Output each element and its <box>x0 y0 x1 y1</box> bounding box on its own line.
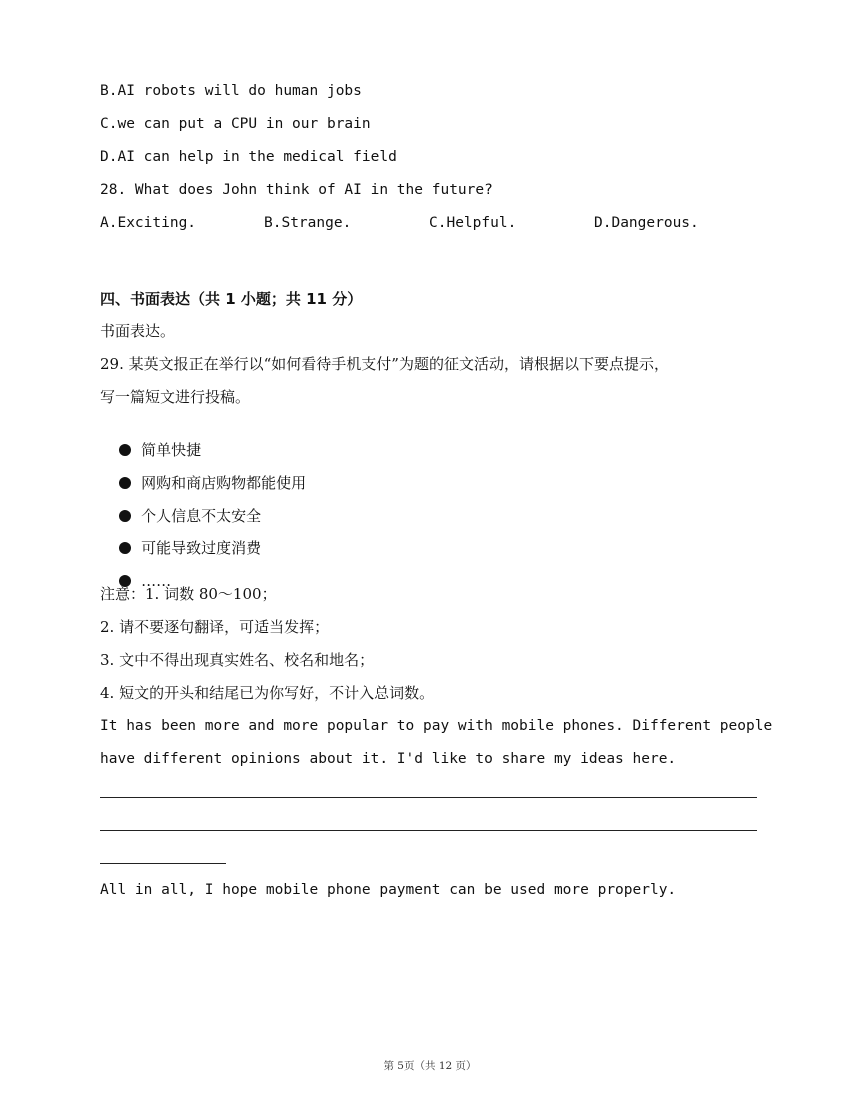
page-footer: 第 5页（共 12 页） <box>383 1060 477 1072</box>
answer-line <box>100 797 757 798</box>
point-item: 网购和商店购物都能使用 <box>100 453 306 513</box>
answer-line <box>100 863 226 864</box>
point-item: 简单快捷 <box>100 420 201 480</box>
q28-option-c: C.Helpful. <box>429 215 517 231</box>
answer-line <box>100 830 757 831</box>
q28-option-d: D.Dangerous. <box>594 215 699 231</box>
note-3: 3. 文中不得出现真实姓名、校名和地名； <box>100 651 375 669</box>
q28-option-b: B.Strange. <box>264 215 352 231</box>
point-item: …… <box>100 551 171 611</box>
note-4: 4. 短文的开头和结尾已为你写好，不计入总词数。 <box>100 684 435 702</box>
point-item: 可能导致过度消费 <box>100 518 261 578</box>
q27-option-d: D.AI can help in the medical field <box>100 149 397 165</box>
q27-option-b: B.AI robots will do human jobs <box>100 83 362 99</box>
section-intro: 书面表达。 <box>100 322 176 340</box>
opening-line-1: It has been more and more popular to pay with mobile phones. Different people <box>100 718 773 734</box>
q29-prompt-line-2: 写一篇短文进行投稿。 <box>100 388 251 406</box>
opening-line-2: have different opinions about it. I'd like to share my ideas here. <box>100 751 677 767</box>
q28-option-a: A.Exciting. <box>100 215 197 231</box>
section-heading: 四、书面表达（共 1 小题；共 11 分） <box>100 290 363 308</box>
q29-prompt-line-1: 29. 某英文报正在举行以“如何看待手机支付”为题的征文活动，请根据以下要点提示， <box>100 355 669 373</box>
point-item: 个人信息不太安全 <box>100 486 261 546</box>
q27-option-c: C.we can put a CPU in our brain <box>100 116 371 132</box>
q28-question: 28. What does John think of AI in the future? <box>100 182 493 198</box>
note-2: 2. 请不要逐句翻译，可适当发挥； <box>100 618 330 636</box>
closing-line: All in all, I hope mobile phone payment can be used more properly. <box>100 882 677 898</box>
note-1: 注意：1. 词数 80～100； <box>100 585 277 603</box>
